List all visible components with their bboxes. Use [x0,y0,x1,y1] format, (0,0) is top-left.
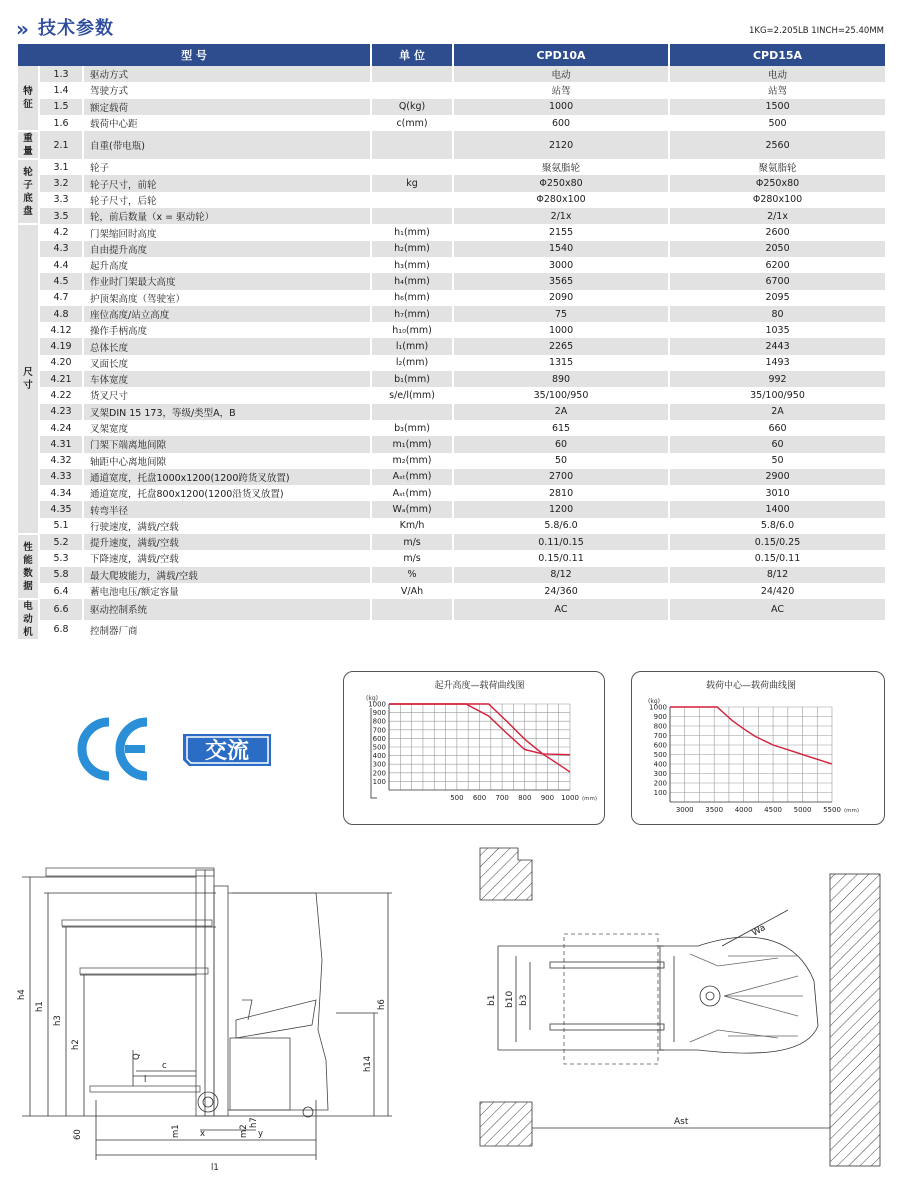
table-row [17,620,885,641]
dim-m2: m2 [239,1124,249,1138]
dim-h4: h4 [17,989,27,1000]
x-tick-label: 1000 [561,794,579,802]
row-cpd10a-value: 615 [453,420,669,436]
row-cpd15a-value: 24/420 [669,583,885,599]
row-number: 5.3 [39,550,83,566]
row-name: 货叉尺寸 [83,387,371,403]
row-number: 4.3 [39,241,83,257]
row-cpd15a-value: AC [669,599,885,620]
row-cpd10a-value: 2265 [453,338,669,354]
row-cpd15a-value: 6200 [669,257,885,273]
row-name: 驱动控制系统 [83,599,371,620]
col-unit: 单 位 [371,44,453,66]
row-cpd15a-value: 电动 [669,66,885,82]
row-unit: l₂(mm) [371,355,453,371]
y-tick-label: 700 [653,732,667,740]
row-cpd10a-value: 1200 [453,501,669,517]
row-name: 最大爬坡能力，满载/空载 [83,567,371,583]
table-row [17,583,885,599]
category-label: 重量 [23,133,33,158]
table-row [17,436,885,452]
category-label: 电动机 [23,601,33,639]
x-tick-label: 500 [450,794,464,802]
ac-label: 交流 [204,739,250,764]
row-cpd10a-value [453,620,669,641]
row-cpd10a-value: 1000 [453,322,669,338]
row-number: 4.32 [39,453,83,469]
table-row [17,599,885,620]
section-title: 技术参数 [38,18,114,39]
table-row [17,273,885,289]
row-name: 叉架宽度 [83,420,371,436]
row-name: 通道宽度，托盘1000x1200(1200跨货叉放置) [83,469,371,485]
y-tick-label: 200 [372,769,386,778]
row-unit: s/e/l(mm) [371,387,453,403]
row-unit: l₁(mm) [371,338,453,354]
y-tick-label: 400 [372,752,386,761]
row-number: 6.4 [39,583,83,599]
dim-l1: l1 [211,1163,219,1173]
y-tick-label: 500 [372,743,386,752]
dim-y: y [258,1129,264,1139]
row-cpd15a-value: 660 [669,420,885,436]
row-name: 轮子尺寸，后轮 [83,192,371,208]
row-cpd15a-value: 1500 [669,99,885,115]
row-cpd15a-value: 1493 [669,355,885,371]
row-unit: h₇(mm) [371,306,453,322]
top-view-drawing [478,846,884,1176]
y-tick-label: 100 [372,777,386,786]
col-cpd15a: CPD15A [669,44,885,66]
dim-m1: m1 [171,1124,181,1138]
row-unit: m/s [371,534,453,550]
y-tick-label: 1000 [368,700,386,709]
category-cell [17,131,39,159]
row-number: 4.22 [39,387,83,403]
table-row [17,420,885,436]
dim-x: x [200,1129,206,1139]
category-label: 性能数据 [23,541,33,592]
row-number: 6.6 [39,599,83,620]
row-cpd15a-value: 0.15/0.25 [669,534,885,550]
row-number: 4.34 [39,485,83,501]
row-number: 4.7 [39,290,83,306]
category-cell [17,159,39,224]
table-row [17,306,885,322]
row-number: 3.5 [39,208,83,224]
row-number: 3.1 [39,159,83,175]
row-cpd15a-value: 2095 [669,290,885,306]
row-cpd10a-value: 1315 [453,355,669,371]
dim-wa: Wa [750,923,768,939]
row-unit [371,82,453,98]
category-label: 尺寸 [23,367,33,392]
row-cpd10a-value: 电动 [453,66,669,82]
y-tick-label: 900 [653,713,667,721]
row-cpd15a-value: 2443 [669,338,885,354]
y-tick-label: 900 [372,709,386,718]
row-cpd15a-value: 8/12 [669,567,885,583]
x-axis-unit: (mm) [844,808,860,814]
y-axis-unit: (kg) [366,695,378,702]
dim-60: 60 [73,1129,83,1140]
row-name: 轮子 [83,159,371,175]
row-cpd10a-value: 60 [453,436,669,452]
x-tick-label: 900 [540,794,555,802]
spec-table-header [17,44,885,66]
table-row [17,66,885,82]
row-cpd10a-value: 2/1x [453,208,669,224]
row-unit: h₄(mm) [371,273,453,289]
row-cpd15a-value [669,620,885,641]
table-row [17,534,885,550]
row-number: 4.24 [39,420,83,436]
side-view-drawing [16,850,416,1180]
row-unit: b₃(mm) [371,420,453,436]
table-row [17,485,885,501]
table-row [17,131,885,159]
table-row [17,99,885,115]
table-row [17,192,885,208]
category-label: 特征 [23,86,33,111]
row-unit: Aₛₜ(mm) [371,485,453,501]
row-unit: Aₛₜ(mm) [371,469,453,485]
y-tick-label: 700 [372,726,386,735]
row-cpd10a-value: 0.15/0.11 [453,550,669,566]
row-cpd10a-value: 890 [453,371,669,387]
row-number: 4.8 [39,306,83,322]
row-name: 自重(带电瓶) [83,131,371,159]
row-unit: h₁₀(mm) [371,322,453,338]
lift-height-load-chart [343,671,605,825]
row-cpd15a-value: 2050 [669,241,885,257]
y-tick-label: 600 [372,734,386,743]
ce-mark-logo [75,716,147,776]
x-tick-label: 800 [518,794,532,802]
chart-title: 起升高度—载荷曲线图 [434,681,525,691]
dim-b3: b3 [519,994,529,1006]
dim-b10: b10 [505,990,515,1008]
row-unit: h₁(mm) [371,224,453,240]
row-cpd15a-value: 992 [669,371,885,387]
row-unit [371,159,453,175]
row-number: 1.6 [39,115,83,131]
row-number: 5.8 [39,567,83,583]
x-axis-unit: (mm) [582,796,598,802]
row-cpd15a-value: 2600 [669,224,885,240]
table-row [17,82,885,98]
row-name: 门架下端离地间隙 [83,436,371,452]
x-tick-label: 3000 [675,806,694,814]
y-tick-label: 800 [653,722,667,731]
table-row [17,224,885,240]
row-cpd15a-value: 站驾 [669,82,885,98]
row-cpd10a-value: Φ280x100 [453,192,669,208]
spec-table-body [17,66,885,640]
row-name: 提升速度，满载/空载 [83,534,371,550]
row-cpd15a-value: Φ280x100 [669,192,885,208]
row-cpd10a-value: 3565 [453,273,669,289]
row-name: 额定载荷 [83,99,371,115]
y-tick-label: 100 [653,789,667,797]
table-row [17,115,885,131]
table-row [17,241,885,257]
row-cpd15a-value: 80 [669,306,885,322]
table-row [17,501,885,517]
row-cpd10a-value: 站驾 [453,82,669,98]
chevron-icon: » [16,17,29,41]
row-cpd10a-value: Φ250x80 [453,175,669,191]
table-row [17,371,885,387]
row-unit [371,404,453,420]
dim-c: c [162,1061,167,1071]
row-cpd10a-value: 2A [453,404,669,420]
row-name: 护顶架高度（驾驶室） [83,290,371,306]
row-number: 4.12 [39,322,83,338]
row-unit [371,192,453,208]
y-tick-label: 800 [372,717,386,726]
y-axis-unit: (kg) [648,698,660,705]
row-cpd10a-value: 2700 [453,469,669,485]
y-tick-label: 300 [372,760,386,769]
row-name: 车体宽度 [83,371,371,387]
row-name: 驾驶方式 [83,82,371,98]
row-name: 通道宽度，托盘800x1200(1200沿货叉放置) [83,485,371,501]
row-name: 轴距中心离地间隙 [83,453,371,469]
row-cpd15a-value: 2900 [669,469,885,485]
row-cpd10a-value: AC [453,599,669,620]
table-row [17,355,885,371]
row-cpd15a-value: Φ250x80 [669,175,885,191]
row-cpd15a-value: 2560 [669,131,885,159]
row-number: 4.4 [39,257,83,273]
row-unit [371,620,453,641]
row-cpd10a-value: 1000 [453,99,669,115]
row-cpd10a-value: 24/360 [453,583,669,599]
row-name: 转弯半径 [83,501,371,517]
table-row [17,338,885,354]
row-cpd10a-value: 2810 [453,485,669,501]
row-unit [371,599,453,620]
row-unit [371,131,453,159]
row-cpd15a-value: 60 [669,436,885,452]
row-number: 3.3 [39,192,83,208]
row-name: 轮子尺寸，前轮 [83,175,371,191]
row-unit: m₂(mm) [371,453,453,469]
category-cell [17,66,39,131]
col-cpd10a: CPD10A [453,44,669,66]
dim-h7: h7 [249,1117,259,1128]
row-name: 座位高度/站立高度 [83,306,371,322]
row-cpd15a-value: 1035 [669,322,885,338]
row-unit: h₃(mm) [371,257,453,273]
row-number: 4.35 [39,501,83,517]
row-number: 1.5 [39,99,83,115]
row-name: 下降速度，满载/空载 [83,550,371,566]
x-tick-label: 5500 [823,806,841,814]
x-tick-label: 3500 [705,806,724,814]
y-tick-label: 500 [653,751,667,759]
row-unit: m/s [371,550,453,566]
row-cpd10a-value: 2090 [453,290,669,306]
row-unit: b₁(mm) [371,371,453,387]
row-cpd10a-value: 3000 [453,257,669,273]
row-cpd15a-value: 6700 [669,273,885,289]
row-cpd15a-value: 2A [669,404,885,420]
table-row [17,518,885,534]
row-cpd10a-value: 50 [453,453,669,469]
row-name: 载荷中心距 [83,115,371,131]
row-number: 1.4 [39,82,83,98]
dim-h2: h2 [71,1039,81,1050]
y-tick-label: 600 [653,741,667,750]
row-cpd10a-value: 2120 [453,131,669,159]
row-number: 4.21 [39,371,83,387]
row-name: 轮，前后数量（x = 驱动轮） [83,208,371,224]
row-cpd15a-value: 5.8/6.0 [669,518,885,534]
x-tick-label: 4500 [764,806,783,814]
table-row [17,453,885,469]
row-unit: Wₐ(mm) [371,501,453,517]
row-cpd15a-value: 2/1x [669,208,885,224]
category-cell [17,224,39,534]
row-cpd10a-value: 5.8/6.0 [453,518,669,534]
row-name: 自由提升高度 [83,241,371,257]
row-name: 总体长度 [83,338,371,354]
row-unit: V/Ah [371,583,453,599]
dim-q: Q [132,1053,142,1060]
row-cpd10a-value: 35/100/950 [453,387,669,403]
row-cpd10a-value: 1540 [453,241,669,257]
ce-text: CE [75,716,77,717]
dim-h3: h3 [53,1015,63,1026]
dim-l: l [144,1075,147,1085]
table-row [17,387,885,403]
table-row [17,404,885,420]
row-number: 4.5 [39,273,83,289]
row-name: 门架缩回时高度 [83,224,371,240]
row-cpd15a-value: 聚氨脂轮 [669,159,885,175]
row-number: 3.2 [39,175,83,191]
row-cpd10a-value: 0.11/0.15 [453,534,669,550]
row-cpd15a-value: 3010 [669,485,885,501]
dim-h14: h14 [363,1055,373,1072]
table-row [17,257,885,273]
category-cell [17,599,39,640]
ac-badge-logo [183,734,271,766]
dim-b1: b1 [487,994,497,1006]
row-number: 4.33 [39,469,83,485]
y-tick-label: 400 [653,760,667,769]
table-row [17,322,885,338]
table-row [17,208,885,224]
row-number: 4.2 [39,224,83,240]
row-name: 蓄电池电压/额定容量 [83,583,371,599]
dim-h6: h6 [377,999,387,1010]
x-tick-label: 600 [472,794,487,802]
row-number: 4.19 [39,338,83,354]
x-tick-label: 4000 [734,806,753,814]
table-row [17,290,885,306]
row-cpd10a-value: 聚氨脂轮 [453,159,669,175]
row-cpd15a-value: 35/100/950 [669,387,885,403]
row-unit: Km/h [371,518,453,534]
category-label: 轮子底盘 [23,166,33,217]
unit-conversion-note: 1KG=2.205LB 1INCH=25.40MM [748,26,884,36]
row-unit: h₂(mm) [371,241,453,257]
y-tick-label: 300 [653,770,667,778]
row-name: 叉面长度 [83,355,371,371]
row-name: 起升高度 [83,257,371,273]
row-number: 6.8 [39,620,83,641]
row-cpd10a-value: 600 [453,115,669,131]
row-unit: kg [371,175,453,191]
row-cpd15a-value: 500 [669,115,885,131]
row-cpd10a-value: 2155 [453,224,669,240]
row-cpd15a-value: 0.15/0.11 [669,550,885,566]
table-row [17,175,885,191]
row-number: 4.31 [39,436,83,452]
chart-title: 载荷中心—载荷曲线图 [705,681,797,691]
category-cell [17,534,39,599]
dim-h1: h1 [35,1001,45,1012]
row-name: 操作手柄高度 [83,322,371,338]
row-name: 行驶速度，满载/空载 [83,518,371,534]
row-cpd10a-value: 8/12 [453,567,669,583]
y-tick-label: 1000 [649,703,667,712]
row-number: 5.2 [39,534,83,550]
table-row [17,159,885,175]
x-tick-label: 700 [495,794,509,802]
row-number: 5.1 [39,518,83,534]
row-number: 4.20 [39,355,83,371]
table-row [17,550,885,566]
row-unit [371,66,453,82]
table-row [17,567,885,583]
row-number: 1.3 [39,66,83,82]
row-unit: m₁(mm) [371,436,453,452]
spec-table [16,44,885,641]
y-tick-label: 200 [653,779,667,788]
load-center-load-chart [631,671,885,825]
row-unit: h₆(mm) [371,290,453,306]
row-number: 2.1 [39,131,83,159]
row-name: 叉架DIN 15 173，等级/类型A，B [83,404,371,420]
row-unit: Q(kg) [371,99,453,115]
section-header [16,16,884,42]
row-name: 驱动方式 [83,66,371,82]
table-row [17,469,885,485]
row-name: 控制器厂商 [83,620,371,641]
x-tick-label: 5000 [793,806,812,814]
certification-logos [75,716,275,782]
row-name: 作业时门架最大高度 [83,273,371,289]
col-model: 型 号 [17,44,371,66]
row-unit: % [371,567,453,583]
row-number: 4.23 [39,404,83,420]
row-cpd15a-value: 1400 [669,501,885,517]
row-cpd15a-value: 50 [669,453,885,469]
row-cpd10a-value: 75 [453,306,669,322]
row-unit: c(mm) [371,115,453,131]
dim-ast: Ast [674,1117,689,1127]
row-unit [371,208,453,224]
